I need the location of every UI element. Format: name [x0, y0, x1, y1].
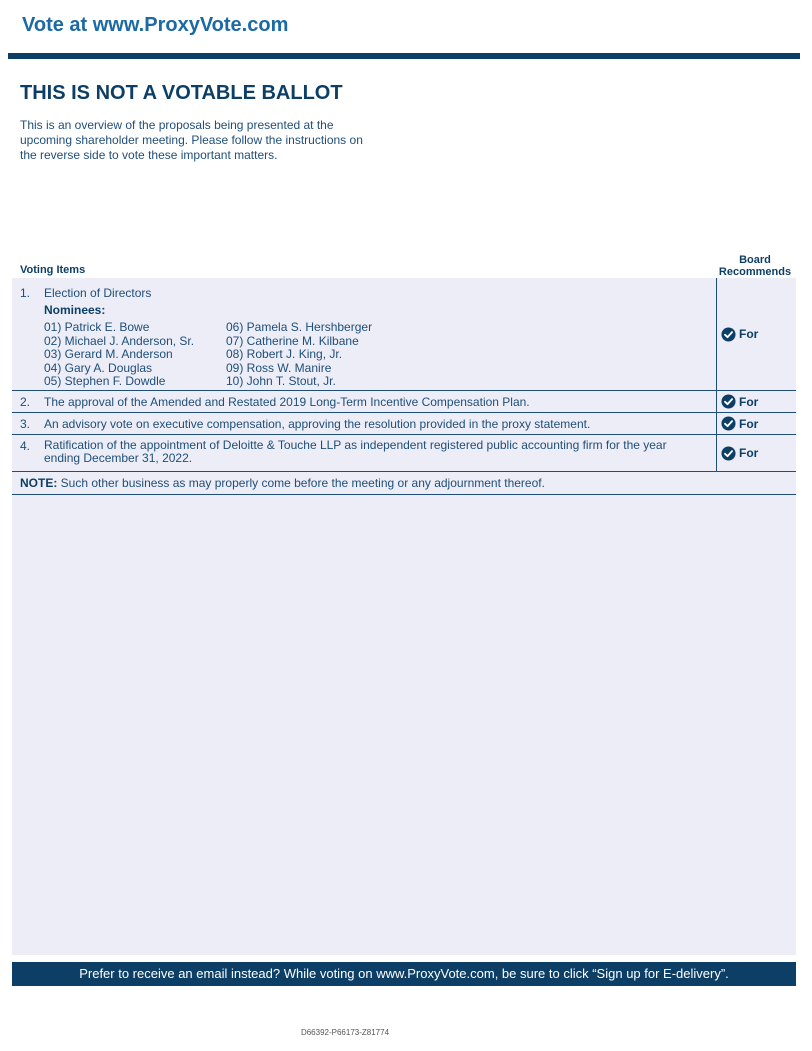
- item-text-line: ending December 31, 2022.: [44, 451, 193, 465]
- recommendation-cell: [716, 391, 799, 412]
- item-text: The approval of the Amended and Restated 2019 Long-Term Incentive Compensation Plan.: [44, 395, 530, 409]
- board-recommends-header: [716, 254, 794, 278]
- nominee: 03) Gerard M. Anderson: [44, 347, 173, 361]
- e-delivery-banner: Prefer to receive an email instead? While voting on www.ProxyVote.com, be sure to click “Sign up for E-delivery”.: [12, 962, 796, 986]
- voting-item-1: [12, 278, 796, 391]
- item-number: 3.: [20, 417, 31, 431]
- recommendation-cell: [716, 435, 799, 471]
- item-number: 4.: [20, 439, 31, 453]
- recommendation-label: For: [739, 416, 759, 431]
- nominee: 08) Robert J. King, Jr.: [226, 347, 343, 361]
- item-number: 1.: [20, 286, 31, 300]
- check-circle-icon: [721, 416, 736, 431]
- board-recommends-line: Board: [739, 254, 771, 266]
- note-label: NOTE:: [20, 476, 58, 490]
- voting-item-4: [12, 435, 796, 472]
- header-divider: [8, 53, 800, 59]
- item-text: Election of Directors: [44, 286, 152, 300]
- voting-item-2: [12, 391, 796, 413]
- recommendation-label: For: [739, 446, 759, 460]
- proxyvote-header-link[interactable]: Vote at www.ProxyVote.com: [22, 14, 289, 36]
- intro-line: This is an overview of the proposals being presented at the: [20, 118, 334, 132]
- nominee: 10) John T. Stout, Jr.: [226, 374, 336, 388]
- intro-line: the reverse side to vote these important matters.: [20, 148, 278, 162]
- nominee: 01) Patrick E. Bowe: [44, 320, 150, 334]
- intro-paragraph: [20, 118, 420, 163]
- note-row: [12, 472, 796, 495]
- nominee: 06) Pamela S. Hershberger: [226, 320, 373, 334]
- nominee: 09) Ross W. Manire: [226, 360, 332, 375]
- check-circle-icon: [721, 327, 736, 342]
- voting-item-3: [12, 413, 796, 435]
- item-text: An advisory vote on executive compensation, approving the resolution provided in the proxy statement.: [44, 417, 591, 431]
- nominee: 04) Gary A. Douglas: [44, 360, 153, 375]
- item-text: [44, 439, 667, 465]
- note-text: Such other business as may properly come before the meeting or any adjournment thereof.: [57, 476, 545, 490]
- item-text-line: Ratification of the appointment of Deloitte & Touche LLP as independent registered public accounting firm for the year: [44, 438, 667, 452]
- item-number: 2.: [20, 395, 31, 409]
- nominee: 07) Catherine M. Kilbane: [226, 333, 359, 348]
- page-title: THIS IS NOT A VOTABLE BALLOT: [20, 82, 343, 104]
- check-circle-icon: [721, 394, 736, 409]
- recommendation-cell: [716, 413, 799, 434]
- intro-line: upcoming shareholder meeting. Please follow the instructions on: [20, 133, 363, 147]
- nominee: 02) Michael J. Anderson, Sr.: [44, 333, 195, 348]
- recommendation-label: For: [739, 327, 759, 341]
- check-circle-icon: [721, 446, 736, 461]
- document-code: D66392-P66173-Z81774: [300, 1028, 390, 1037]
- voting-items-header: Voting Items: [20, 264, 86, 276]
- recommendation-label: For: [739, 394, 759, 409]
- recommendation-cell: [716, 278, 799, 390]
- nominees-label: Nominees:: [44, 303, 106, 317]
- nominees-column-right: [226, 321, 372, 389]
- nominees-column-left: [44, 321, 194, 389]
- board-recommends-line: Recommends: [718, 266, 792, 278]
- nominee: 05) Stephen F. Dowdle: [44, 374, 166, 388]
